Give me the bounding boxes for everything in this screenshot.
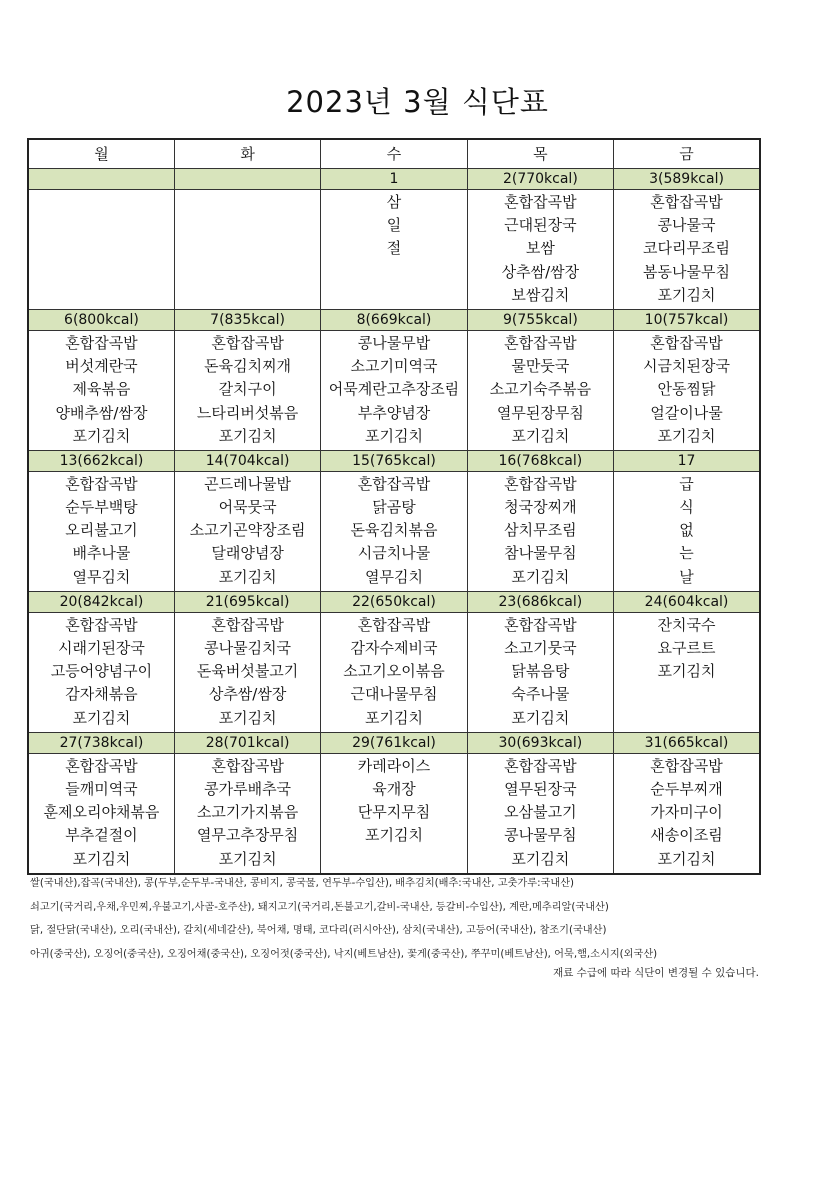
menu-item xyxy=(175,191,320,214)
date-cell: 28(701kcal) xyxy=(174,732,320,753)
menu-item: 상추쌈/쌈장 xyxy=(501,262,580,281)
menu-item: 부추겉절이 xyxy=(65,826,138,845)
menu-item: 혼합잡곡밥 xyxy=(211,333,284,352)
menu-item: 혼합잡곡밥 xyxy=(504,193,577,211)
menu-item: 버섯계란국 xyxy=(65,357,138,376)
menu-item: 혼합잡곡밥 xyxy=(504,474,577,493)
menu-item: 소고기가지볶음 xyxy=(196,803,299,822)
menu-cell xyxy=(467,190,613,310)
menu-cell xyxy=(614,753,760,873)
menu-item: 닭곰탕 xyxy=(372,498,416,517)
menu-item: 포기김치 xyxy=(364,708,423,727)
menu-cell xyxy=(321,612,467,732)
menu-row xyxy=(28,753,760,873)
page-title: 2023년 3월 식단표 xyxy=(286,85,549,119)
menu-item: 상추쌈/쌈장 xyxy=(208,685,287,704)
menu-row xyxy=(28,471,760,591)
menu-item: 포기김치 xyxy=(657,426,716,445)
menu-cell xyxy=(614,330,760,450)
menu-item: 혼합잡곡밥 xyxy=(65,474,138,493)
menu-item: 시래기된장국 xyxy=(57,639,145,657)
menu-item: 어묵계란고추장조림 xyxy=(328,380,460,399)
date-row xyxy=(28,591,760,612)
menu-item: 순두부찌개 xyxy=(650,779,723,798)
date-cell xyxy=(28,169,174,190)
menu-item: 제육볶음 xyxy=(72,380,131,399)
menu-item: 소고기오이볶음 xyxy=(343,662,445,681)
menu-item xyxy=(175,237,320,260)
menu-change-disclaimer: 재료 수급에 따라 식단이 변경될 수 있습니다. xyxy=(553,967,759,979)
menu-row xyxy=(28,612,760,732)
date-row xyxy=(28,450,760,471)
menu-item xyxy=(175,284,320,307)
menu-item xyxy=(321,261,466,284)
menu-item: 오리불고기 xyxy=(65,521,138,540)
menu-item: 어묵뭇국 xyxy=(218,498,277,517)
menu-item: 혼합잡곡밥 xyxy=(650,756,723,775)
date-cell: 10(757kcal) xyxy=(614,309,760,330)
menu-item xyxy=(29,214,174,237)
menu-item: 가자미구이 xyxy=(650,803,723,822)
menu-item: 얼갈이나물 xyxy=(650,403,723,422)
date-row xyxy=(28,169,760,190)
menu-item: 단무지무침 xyxy=(357,803,431,822)
date-row xyxy=(28,732,760,753)
menu-cell xyxy=(467,612,613,732)
menu-item: 코다리무조림 xyxy=(643,239,730,258)
menu-item: 포기김치 xyxy=(72,849,131,868)
menu-cell xyxy=(321,190,467,310)
menu-item: 포기김치 xyxy=(657,849,716,868)
menu-item: 삼 xyxy=(386,193,402,211)
menu-item: 식 xyxy=(679,498,694,517)
menu-item: 열무고추장무침 xyxy=(196,826,299,845)
menu-item: 혼합잡곡밥 xyxy=(65,333,138,352)
menu-item: 숙주나물 xyxy=(511,685,570,704)
menu-item: 오삼불고기 xyxy=(504,803,577,822)
footnote-line: 쇠고기(국거리,우채,우민찌,우불고기,사골-호주산), 돼지고기(국거리,돈불고기,갈비-국내산, 등갈비-수입산), 계란,메추리알(국내산) xyxy=(30,901,609,913)
menu-item: 포기김치 xyxy=(657,285,716,304)
menu-item: 포기김치 xyxy=(72,426,131,445)
date-cell: 9(755kcal) xyxy=(467,309,613,330)
menu-item: 들깨미역국 xyxy=(65,779,138,798)
menu-cell xyxy=(614,612,760,732)
date-cell: 8(669kcal) xyxy=(321,309,467,330)
menu-cell xyxy=(28,471,174,591)
date-cell: 24(604kcal) xyxy=(614,591,760,612)
menu-item: 열무김치 xyxy=(72,567,131,586)
date-cell: 23(686kcal) xyxy=(467,591,613,612)
menu-item: 날 xyxy=(679,567,694,586)
menu-item xyxy=(29,191,174,214)
menu-item: 봄동나물무침 xyxy=(643,262,730,281)
menu-cell xyxy=(28,190,174,310)
menu-item: 콩나물국 xyxy=(657,216,716,235)
menu-item: 닭볶음탕 xyxy=(511,662,570,681)
weekday-header-fri: 금 xyxy=(614,139,760,169)
menu-cell xyxy=(174,190,320,310)
menu-item: 포기김치 xyxy=(364,426,423,445)
menu-item xyxy=(321,848,466,871)
menu-item xyxy=(175,261,320,284)
menu-item: 새송이조림 xyxy=(650,826,723,845)
menu-item: 콩나물무침 xyxy=(504,826,577,845)
menu-row xyxy=(28,330,760,450)
menu-item: 배추나물 xyxy=(72,544,131,563)
date-cell: 29(761kcal) xyxy=(321,732,467,753)
date-cell: 30(693kcal) xyxy=(467,732,613,753)
menu-item xyxy=(614,683,759,706)
menu-item: 갈치구이 xyxy=(218,380,277,399)
menu-item: 급 xyxy=(679,474,694,493)
menu-item: 콩나물무밥 xyxy=(357,333,431,352)
weekday-header-wed: 수 xyxy=(321,139,467,169)
menu-item: 훈제오리야채볶음 xyxy=(43,803,160,822)
menu-item: 시금치된장국 xyxy=(643,357,730,376)
menu-item: 혼합잡곡밥 xyxy=(357,615,431,634)
menu-item xyxy=(321,284,466,307)
menu-item: 달래양념장 xyxy=(211,544,284,563)
menu-item: 곤드레나물밥 xyxy=(204,474,292,493)
date-cell: 17 xyxy=(614,450,760,471)
menu-item: 요구르트 xyxy=(657,639,716,657)
menu-cell xyxy=(174,612,320,732)
menu-item: 근대나물무침 xyxy=(350,685,438,704)
weekday-header-tue: 화 xyxy=(174,139,320,169)
menu-cell xyxy=(174,471,320,591)
date-cell: 1 xyxy=(321,169,467,190)
menu-row xyxy=(28,190,760,310)
menu-item xyxy=(175,214,320,237)
menu-item: 혼합잡곡밥 xyxy=(65,615,138,634)
menu-cell xyxy=(614,190,760,310)
date-cell: 27(738kcal) xyxy=(28,732,174,753)
menu-cell xyxy=(28,753,174,873)
menu-item: 돈육김치찌개 xyxy=(204,357,292,376)
menu-item: 포기김치 xyxy=(364,826,423,845)
menu-item: 혼합잡곡밥 xyxy=(504,333,577,352)
menu-item: 삼치무조림 xyxy=(504,521,577,540)
menu-item xyxy=(29,284,174,307)
menu-item: 포기김치 xyxy=(657,662,716,681)
date-cell: 2(770kcal) xyxy=(467,169,613,190)
date-cell: 16(768kcal) xyxy=(467,450,613,471)
menu-item: 육개장 xyxy=(372,779,416,798)
weekday-header-row xyxy=(28,139,760,169)
menu-item: 소고기미역국 xyxy=(350,357,438,376)
menu-item: 일 xyxy=(386,216,402,235)
menu-item: 안동찜닭 xyxy=(657,380,716,399)
date-cell xyxy=(174,169,320,190)
menu-item: 포기김치 xyxy=(511,567,570,586)
menu-item: 포기김치 xyxy=(218,708,277,727)
menu-item: 돈육김치볶음 xyxy=(350,521,438,540)
menu-item xyxy=(614,707,759,730)
menu-cell xyxy=(321,330,467,450)
menu-item: 포기김치 xyxy=(72,708,131,727)
weekday-header-mon: 월 xyxy=(28,139,174,169)
menu-item: 포기김치 xyxy=(511,849,570,868)
menu-item: 열무된장국 xyxy=(504,779,577,798)
date-cell: 7(835kcal) xyxy=(174,309,320,330)
footnote-line: 닭, 절단닭(국내산), 오리(국내산), 갈치(세네갈산), 북어채, 명태, 코다리(러시아산), 삼치(국내산), 고등어(국내산), 참조기(국내산) xyxy=(30,925,607,936)
menu-item: 포기김치 xyxy=(218,849,277,868)
menu-item: 콩나물김치국 xyxy=(204,639,292,657)
date-cell: 31(665kcal) xyxy=(614,732,760,753)
date-cell: 14(704kcal) xyxy=(174,450,320,471)
menu-item: 소고기숙주볶음 xyxy=(489,380,592,399)
menu-table-body xyxy=(28,169,760,874)
menu-item: 포기김치 xyxy=(511,426,570,445)
menu-item: 혼합잡곡밥 xyxy=(650,193,723,211)
date-cell: 3(589kcal) xyxy=(614,169,760,190)
menu-item: 포기김치 xyxy=(218,567,277,586)
menu-item: 소고기뭇국 xyxy=(504,639,577,657)
menu-item: 돈육버섯불고기 xyxy=(196,662,299,681)
menu-item: 포기김치 xyxy=(218,426,277,445)
menu-item: 근대된장국 xyxy=(504,216,577,235)
menu-cell xyxy=(467,753,613,873)
date-cell: 22(650kcal) xyxy=(321,591,467,612)
menu-item: 혼합잡곡밥 xyxy=(650,333,723,352)
date-row xyxy=(28,309,760,330)
origin-footnotes xyxy=(30,872,770,966)
menu-cell xyxy=(174,330,320,450)
menu-item: 보쌈 xyxy=(525,239,555,258)
date-cell: 20(842kcal) xyxy=(28,591,174,612)
menu-item: 는 xyxy=(679,544,694,563)
menu-table xyxy=(27,138,761,875)
menu-item: 열무된장무침 xyxy=(496,403,584,422)
menu-item: 혼합잡곡밥 xyxy=(211,615,284,634)
menu-item: 고등어양념구이 xyxy=(50,662,153,681)
menu-item: 혼합잡곡밥 xyxy=(504,615,577,634)
menu-item: 혼합잡곡밥 xyxy=(504,756,577,775)
menu-item: 물만둣국 xyxy=(511,357,570,376)
menu-item: 시금치나물 xyxy=(357,544,431,563)
menu-cell xyxy=(467,330,613,450)
menu-item: 혼합잡곡밥 xyxy=(65,756,138,775)
menu-cell xyxy=(174,753,320,873)
menu-item: 감자수제비국 xyxy=(350,639,438,657)
menu-item: 없 xyxy=(679,521,694,540)
menu-item: 잔치국수 xyxy=(657,615,716,634)
menu-item xyxy=(29,261,174,284)
menu-item: 포기김치 xyxy=(511,708,570,727)
menu-item: 부추양념장 xyxy=(357,403,431,422)
menu-cell xyxy=(321,471,467,591)
menu-cell xyxy=(28,612,174,732)
menu-item: 청국장찌개 xyxy=(504,498,577,517)
menu-item xyxy=(29,237,174,260)
menu-item: 혼합잡곡밥 xyxy=(211,756,284,775)
menu-item: 혼합잡곡밥 xyxy=(357,474,431,493)
date-cell: 15(765kcal) xyxy=(321,450,467,471)
menu-cell xyxy=(614,471,760,591)
menu-item: 감자채볶음 xyxy=(65,685,138,704)
menu-item: 순두부백탕 xyxy=(65,498,138,517)
date-cell: 13(662kcal) xyxy=(28,450,174,471)
footnote-line: 아귀(중국산), 오징어(중국산), 오징어채(중국산), 오징어젓(중국산), 낙지(베트남산), 꽃게(중국산), 쭈꾸미(베트남산), 어묵,햄,소시지(외국산) xyxy=(30,948,658,960)
menu-item: 보쌈김치 xyxy=(511,285,570,304)
menu-item: 콩가루배추국 xyxy=(204,779,292,798)
menu-cell xyxy=(467,471,613,591)
weekday-header-thu: 목 xyxy=(467,139,613,169)
footnote-line: 쌀(국내산),잡곡(국내산), 콩(두부,순두부-국내산, 콩비지, 콩국물, 연두부-수입산), 배추김치(배추:국내산, 고춧가루:국내산) xyxy=(30,878,575,889)
menu-cell xyxy=(321,753,467,873)
menu-item: 양배추쌈/쌈장 xyxy=(55,403,148,422)
date-cell: 6(800kcal) xyxy=(28,309,174,330)
menu-item: 절 xyxy=(386,239,402,258)
menu-item: 참나물무침 xyxy=(504,544,577,563)
menu-item: 소고기곤약장조림 xyxy=(189,521,306,540)
menu-item: 느타리버섯볶음 xyxy=(196,403,299,422)
menu-item: 카레라이스 xyxy=(357,756,431,775)
menu-item: 열무김치 xyxy=(364,567,423,586)
menu-cell xyxy=(28,330,174,450)
date-cell: 21(695kcal) xyxy=(174,591,320,612)
